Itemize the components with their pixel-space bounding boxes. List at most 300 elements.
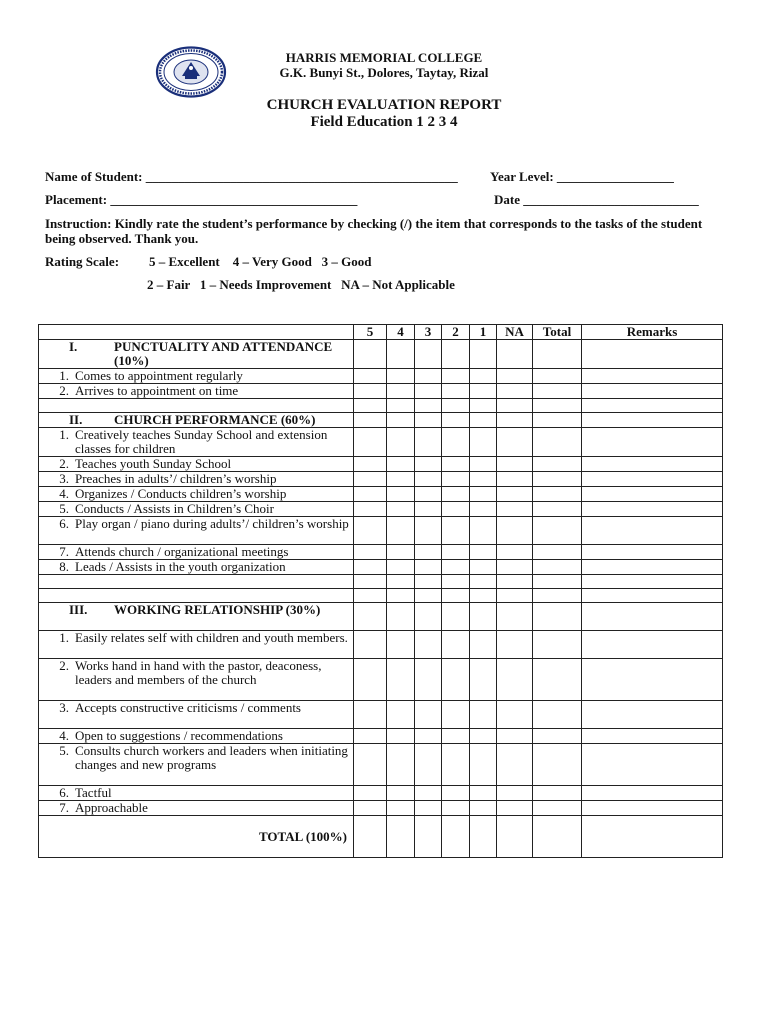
report-subtitle: Field Education 1 2 3 4 xyxy=(310,114,458,130)
evaluation-table xyxy=(38,324,723,858)
score-cell[interactable] xyxy=(442,631,470,659)
score-cell[interactable] xyxy=(442,457,470,472)
score-cell[interactable] xyxy=(387,399,415,413)
score-cell[interactable] xyxy=(442,560,470,575)
score-cell[interactable] xyxy=(470,631,497,659)
score-cell[interactable] xyxy=(354,517,387,545)
score-cell[interactable] xyxy=(582,457,723,472)
score-cell[interactable] xyxy=(470,816,497,858)
score-cell[interactable] xyxy=(387,575,415,589)
score-cell[interactable] xyxy=(354,384,387,399)
table-row xyxy=(39,786,723,801)
score-cell[interactable] xyxy=(415,575,442,589)
score-cell[interactable] xyxy=(582,575,723,589)
score-cell[interactable] xyxy=(470,384,497,399)
score-cell[interactable] xyxy=(354,603,387,631)
score-cell[interactable] xyxy=(533,369,582,384)
score-cell[interactable] xyxy=(470,472,497,487)
table-header-row xyxy=(39,325,723,340)
column-header: 5 xyxy=(354,325,387,340)
score-cell[interactable] xyxy=(415,472,442,487)
score-cell[interactable] xyxy=(582,560,723,575)
score-cell[interactable] xyxy=(497,631,533,659)
score-cell[interactable] xyxy=(354,801,387,816)
score-cell[interactable] xyxy=(387,517,415,545)
score-cell[interactable] xyxy=(582,369,723,384)
table-row xyxy=(39,517,723,545)
score-cell[interactable] xyxy=(582,428,723,457)
criterion-number: 2. xyxy=(59,658,69,673)
section-title xyxy=(41,340,351,368)
score-cell[interactable] xyxy=(415,816,442,858)
criterion xyxy=(41,801,351,815)
criterion-cell xyxy=(39,502,354,517)
criterion-cell xyxy=(39,457,354,472)
score-cell[interactable] xyxy=(387,816,415,858)
score-cell[interactable] xyxy=(470,369,497,384)
score-cell[interactable] xyxy=(354,786,387,801)
score-cell[interactable] xyxy=(470,517,497,545)
table-row xyxy=(39,659,723,701)
score-cell[interactable] xyxy=(387,701,415,729)
score-cell[interactable] xyxy=(415,729,442,744)
score-cell[interactable] xyxy=(470,413,497,428)
score-cell[interactable] xyxy=(387,659,415,701)
score-cell[interactable] xyxy=(354,457,387,472)
score-cell[interactable] xyxy=(582,472,723,487)
score-cell[interactable] xyxy=(387,428,415,457)
placement-field[interactable]: Placement: ______________________________________ xyxy=(45,192,358,207)
criterion-cell xyxy=(39,801,354,816)
score-cell[interactable] xyxy=(387,631,415,659)
criterion-text: Easily relates self with children and youth members. xyxy=(75,630,348,645)
score-cell[interactable] xyxy=(415,786,442,801)
score-cell[interactable] xyxy=(354,575,387,589)
criterion xyxy=(41,502,351,516)
criterion-text: Accepts constructive criticisms / comments xyxy=(75,700,301,715)
score-cell[interactable] xyxy=(415,801,442,816)
rating-scale-label: Rating Scale: xyxy=(45,254,120,269)
year-level-field[interactable]: Year Level: __________________ xyxy=(490,169,674,184)
blank-row xyxy=(39,399,723,413)
score-cell[interactable] xyxy=(533,786,582,801)
instruction-text: Instruction: Kindly rate the student’s performance by checking (/) the item that corresponds to the tasks of the student being observed. Thank you. xyxy=(45,216,703,246)
blank-cell xyxy=(39,575,354,589)
criterion-number: 6. xyxy=(59,516,69,531)
score-cell[interactable] xyxy=(582,589,723,603)
score-cell[interactable] xyxy=(470,428,497,457)
criterion-number: 4. xyxy=(59,728,69,743)
score-cell[interactable] xyxy=(582,631,723,659)
criterion-number: 2. xyxy=(59,383,69,398)
criterion-number: 1. xyxy=(59,630,69,645)
criterion-cell xyxy=(39,729,354,744)
score-cell[interactable] xyxy=(387,457,415,472)
criterion-text: Teaches youth Sunday School xyxy=(75,456,232,471)
score-cell[interactable] xyxy=(387,545,415,560)
score-cell[interactable] xyxy=(533,560,582,575)
score-cell[interactable] xyxy=(497,786,533,801)
score-cell[interactable] xyxy=(533,517,582,545)
score-cell[interactable] xyxy=(533,413,582,428)
score-cell[interactable] xyxy=(497,545,533,560)
score-cell[interactable] xyxy=(387,472,415,487)
score-cell[interactable] xyxy=(415,744,442,786)
score-cell[interactable] xyxy=(497,744,533,786)
score-cell[interactable] xyxy=(354,545,387,560)
score-cell[interactable] xyxy=(533,399,582,413)
criterion-number: 6. xyxy=(59,785,69,800)
score-cell[interactable] xyxy=(442,428,470,457)
date-field[interactable]: Date ___________________________ xyxy=(494,192,699,207)
score-cell[interactable] xyxy=(415,545,442,560)
score-cell[interactable] xyxy=(497,369,533,384)
score-cell[interactable] xyxy=(470,575,497,589)
score-cell[interactable] xyxy=(387,560,415,575)
score-cell[interactable] xyxy=(442,545,470,560)
criterion xyxy=(41,631,351,645)
section-title-cell xyxy=(39,603,354,631)
total-row xyxy=(39,816,723,858)
section-number: I. xyxy=(69,339,78,354)
score-cell[interactable] xyxy=(415,589,442,603)
criterion-text: Comes to appointment regularly xyxy=(75,368,243,383)
score-cell[interactable] xyxy=(387,487,415,502)
score-cell[interactable] xyxy=(442,487,470,502)
score-cell[interactable] xyxy=(442,502,470,517)
score-cell[interactable] xyxy=(354,659,387,701)
score-cell[interactable] xyxy=(415,560,442,575)
score-cell[interactable] xyxy=(354,369,387,384)
score-cell[interactable] xyxy=(387,502,415,517)
score-cell[interactable] xyxy=(387,369,415,384)
score-cell[interactable] xyxy=(582,816,723,858)
score-cell[interactable] xyxy=(470,560,497,575)
criterion-number: 8. xyxy=(59,559,69,574)
school-name: HARRIS MEMORIAL COLLEGE xyxy=(285,50,483,65)
score-cell[interactable] xyxy=(470,786,497,801)
score-cell[interactable] xyxy=(387,729,415,744)
score-cell[interactable] xyxy=(354,816,387,858)
score-cell[interactable] xyxy=(533,575,582,589)
score-cell[interactable] xyxy=(470,589,497,603)
criterion-cell xyxy=(39,786,354,801)
score-cell[interactable] xyxy=(415,517,442,545)
score-cell[interactable] xyxy=(415,631,442,659)
score-cell[interactable] xyxy=(470,487,497,502)
criterion-text: Arrives to appointment on time xyxy=(75,383,239,398)
criterion-text: Leads / Assists in the youth organization xyxy=(75,559,286,574)
school-address: G.K. Bunyi St., Dolores, Taytay, Rizal xyxy=(279,65,489,80)
score-cell[interactable] xyxy=(533,589,582,603)
score-cell[interactable] xyxy=(415,369,442,384)
table-row xyxy=(39,744,723,786)
score-cell[interactable] xyxy=(470,701,497,729)
score-cell[interactable] xyxy=(354,413,387,428)
criterion xyxy=(41,517,351,531)
score-cell[interactable] xyxy=(470,659,497,701)
criterion-text: Play organ / piano during adults’/ children’s worship xyxy=(75,516,349,531)
column-header: 4 xyxy=(387,325,415,340)
criterion-cell xyxy=(39,744,354,786)
score-cell[interactable] xyxy=(582,603,723,631)
criterion xyxy=(41,701,351,715)
table-row xyxy=(39,701,723,729)
criterion-number: 3. xyxy=(59,471,69,486)
score-cell[interactable] xyxy=(354,428,387,457)
score-cell[interactable] xyxy=(470,603,497,631)
score-cell[interactable] xyxy=(415,487,442,502)
blank-cell xyxy=(39,399,354,413)
score-cell[interactable] xyxy=(354,560,387,575)
score-cell[interactable] xyxy=(533,457,582,472)
score-cell[interactable] xyxy=(582,744,723,786)
score-cell[interactable] xyxy=(387,384,415,399)
score-cell[interactable] xyxy=(533,502,582,517)
score-cell[interactable] xyxy=(442,589,470,603)
score-cell[interactable] xyxy=(533,816,582,858)
section-title-cell xyxy=(39,340,354,369)
header-blank-cell xyxy=(39,325,354,340)
score-cell[interactable] xyxy=(387,744,415,786)
score-cell[interactable] xyxy=(415,340,442,369)
score-cell[interactable] xyxy=(582,729,723,744)
score-cell[interactable] xyxy=(415,428,442,457)
criterion-cell xyxy=(39,472,354,487)
report-title: CHURCH EVALUATION REPORT xyxy=(266,97,502,113)
score-cell[interactable] xyxy=(387,603,415,631)
score-cell[interactable] xyxy=(415,603,442,631)
criterion-number: 1. xyxy=(59,368,69,383)
score-cell[interactable] xyxy=(497,589,533,603)
criterion-text: Attends church / organizational meetings xyxy=(75,544,289,559)
section-number: II. xyxy=(69,412,83,427)
score-cell[interactable] xyxy=(497,701,533,729)
criterion-cell xyxy=(39,659,354,701)
score-cell[interactable] xyxy=(533,603,582,631)
blank-row xyxy=(39,589,723,603)
score-cell[interactable] xyxy=(497,816,533,858)
score-cell[interactable] xyxy=(442,701,470,729)
criterion-number: 4. xyxy=(59,486,69,501)
criterion-number: 1. xyxy=(59,427,69,442)
score-cell[interactable] xyxy=(533,545,582,560)
table-row xyxy=(39,457,723,472)
score-cell[interactable] xyxy=(354,502,387,517)
score-cell[interactable] xyxy=(497,517,533,545)
score-cell[interactable] xyxy=(442,340,470,369)
criterion-cell xyxy=(39,631,354,659)
column-header: 1 xyxy=(470,325,497,340)
score-cell[interactable] xyxy=(582,701,723,729)
score-cell[interactable] xyxy=(533,744,582,786)
score-cell[interactable] xyxy=(582,801,723,816)
table-row xyxy=(39,545,723,560)
score-cell[interactable] xyxy=(497,560,533,575)
table-row xyxy=(39,487,723,502)
criterion xyxy=(41,560,351,574)
score-cell[interactable] xyxy=(442,816,470,858)
table-row xyxy=(39,560,723,575)
score-cell[interactable] xyxy=(497,457,533,472)
score-cell[interactable] xyxy=(442,413,470,428)
score-cell[interactable] xyxy=(533,701,582,729)
table-row xyxy=(39,729,723,744)
score-cell[interactable] xyxy=(387,413,415,428)
score-cell[interactable] xyxy=(415,502,442,517)
total-label: TOTAL (100%) xyxy=(39,816,354,858)
score-cell[interactable] xyxy=(442,369,470,384)
score-cell[interactable] xyxy=(354,744,387,786)
score-cell[interactable] xyxy=(470,545,497,560)
criterion-cell xyxy=(39,545,354,560)
score-cell[interactable] xyxy=(442,744,470,786)
score-cell[interactable] xyxy=(582,487,723,502)
score-cell[interactable] xyxy=(354,399,387,413)
score-cell[interactable] xyxy=(387,589,415,603)
score-cell[interactable] xyxy=(533,340,582,369)
score-cell[interactable] xyxy=(497,399,533,413)
score-cell[interactable] xyxy=(497,428,533,457)
score-cell[interactable] xyxy=(387,340,415,369)
score-cell[interactable] xyxy=(533,801,582,816)
table-row xyxy=(39,384,723,399)
section-title-text: CHURCH PERFORMANCE (60%) xyxy=(114,412,316,427)
column-header: NA xyxy=(497,325,533,340)
section-header-row xyxy=(39,413,723,428)
section-header-row xyxy=(39,603,723,631)
score-cell[interactable] xyxy=(497,472,533,487)
criterion-text: Preaches in adults’/ children’s worship xyxy=(75,471,277,486)
criterion xyxy=(41,729,351,743)
section-title-text: PUNCTUALITY AND ATTENDANCE (10%) xyxy=(114,339,333,368)
section-number: III. xyxy=(69,602,88,617)
column-header: 2 xyxy=(442,325,470,340)
score-cell[interactable] xyxy=(470,744,497,786)
score-cell[interactable] xyxy=(470,801,497,816)
score-cell[interactable] xyxy=(497,575,533,589)
criterion-cell xyxy=(39,369,354,384)
score-cell[interactable] xyxy=(533,729,582,744)
score-cell[interactable] xyxy=(442,399,470,413)
table-row xyxy=(39,631,723,659)
score-cell[interactable] xyxy=(442,603,470,631)
score-cell[interactable] xyxy=(354,701,387,729)
score-cell[interactable] xyxy=(497,659,533,701)
score-cell[interactable] xyxy=(533,384,582,399)
criterion-text: Creatively teaches Sunday School and extension classes for children xyxy=(75,427,328,456)
criterion-cell xyxy=(39,487,354,502)
score-cell[interactable] xyxy=(415,413,442,428)
score-cell[interactable] xyxy=(582,340,723,369)
score-cell[interactable] xyxy=(470,502,497,517)
score-cell[interactable] xyxy=(533,659,582,701)
score-cell[interactable] xyxy=(582,786,723,801)
score-cell[interactable] xyxy=(497,413,533,428)
score-cell[interactable] xyxy=(415,659,442,701)
score-cell[interactable] xyxy=(442,384,470,399)
score-cell[interactable] xyxy=(497,603,533,631)
criterion xyxy=(41,659,351,687)
score-cell[interactable] xyxy=(582,517,723,545)
criterion-cell xyxy=(39,560,354,575)
criterion-number: 3. xyxy=(59,700,69,715)
rating-scale-line-2: 2 – Fair 1 – Needs Improvement NA – Not Applicable xyxy=(147,277,455,292)
blank-cell xyxy=(39,589,354,603)
score-cell[interactable] xyxy=(442,786,470,801)
section-title-cell xyxy=(39,413,354,428)
score-cell[interactable] xyxy=(497,340,533,369)
score-cell[interactable] xyxy=(582,399,723,413)
score-cell[interactable] xyxy=(442,472,470,487)
score-cell[interactable] xyxy=(354,472,387,487)
criterion-number: 2. xyxy=(59,456,69,471)
score-cell[interactable] xyxy=(387,786,415,801)
criterion-text: Works hand in hand with the pastor, deaconess, leaders and members of the church xyxy=(75,658,322,687)
score-cell[interactable] xyxy=(415,457,442,472)
score-cell[interactable] xyxy=(470,457,497,472)
score-cell[interactable] xyxy=(442,575,470,589)
score-cell[interactable] xyxy=(354,340,387,369)
score-cell[interactable] xyxy=(442,801,470,816)
score-cell[interactable] xyxy=(497,502,533,517)
score-cell[interactable] xyxy=(415,399,442,413)
score-cell[interactable] xyxy=(415,384,442,399)
criterion-text: Conducts / Assists in Children’s Choir xyxy=(75,501,274,516)
score-cell[interactable] xyxy=(470,340,497,369)
score-cell[interactable] xyxy=(354,631,387,659)
score-cell[interactable] xyxy=(442,517,470,545)
score-cell[interactable] xyxy=(497,384,533,399)
table-row xyxy=(39,801,723,816)
criterion-number: 7. xyxy=(59,544,69,559)
score-cell[interactable] xyxy=(415,701,442,729)
column-header: 3 xyxy=(415,325,442,340)
score-cell[interactable] xyxy=(582,545,723,560)
section-header-row xyxy=(39,340,723,369)
score-cell[interactable] xyxy=(497,801,533,816)
student-name-field[interactable]: Name of Student: ________________________________________________ xyxy=(45,169,458,184)
score-cell[interactable] xyxy=(354,487,387,502)
criterion-text: Organizes / Conducts children’s worship xyxy=(75,486,287,501)
criterion-cell xyxy=(39,428,354,457)
score-cell[interactable] xyxy=(533,472,582,487)
score-cell[interactable] xyxy=(354,729,387,744)
score-cell[interactable] xyxy=(470,399,497,413)
score-cell[interactable] xyxy=(582,413,723,428)
score-cell[interactable] xyxy=(533,428,582,457)
table-row xyxy=(39,369,723,384)
score-cell[interactable] xyxy=(582,659,723,701)
score-cell[interactable] xyxy=(497,487,533,502)
table-row xyxy=(39,428,723,457)
criterion xyxy=(41,545,351,559)
score-cell[interactable] xyxy=(533,631,582,659)
score-cell[interactable] xyxy=(582,502,723,517)
score-cell[interactable] xyxy=(387,801,415,816)
score-cell[interactable] xyxy=(442,729,470,744)
criterion xyxy=(41,457,351,471)
criterion xyxy=(41,487,351,501)
criterion xyxy=(41,369,351,383)
score-cell[interactable] xyxy=(354,589,387,603)
score-cell[interactable] xyxy=(533,487,582,502)
score-cell[interactable] xyxy=(442,659,470,701)
score-cell[interactable] xyxy=(582,384,723,399)
criterion-cell xyxy=(39,701,354,729)
score-cell[interactable] xyxy=(497,729,533,744)
score-cell[interactable] xyxy=(470,729,497,744)
